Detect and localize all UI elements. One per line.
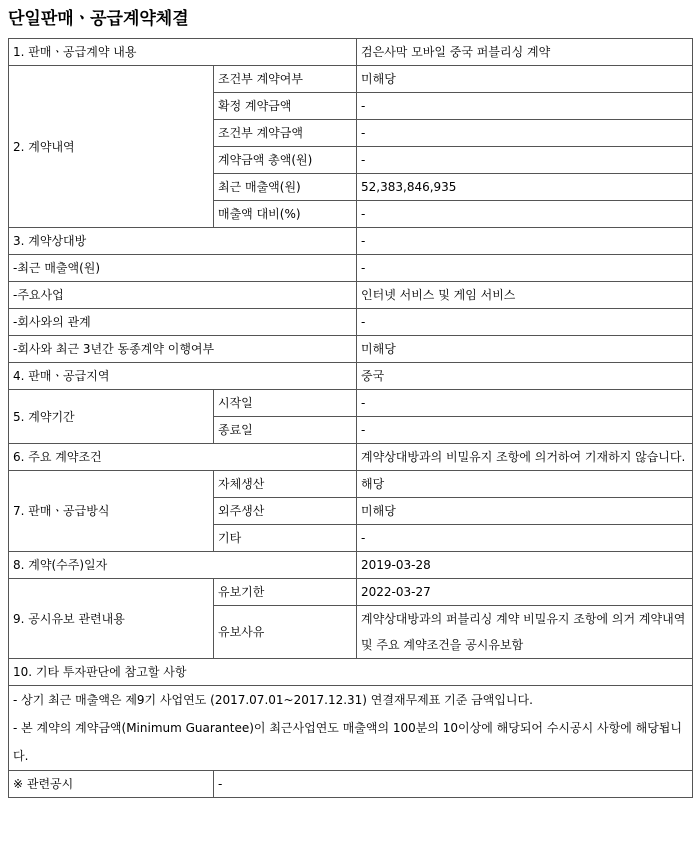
row-label: 6. 주요 계약조건 — [9, 444, 357, 471]
table-row — [9, 390, 693, 417]
row-value: - — [357, 201, 693, 228]
row-label: 1. 판매ㆍ공급계약 내용 — [9, 39, 357, 66]
row-value: - — [357, 93, 693, 120]
table-row — [9, 66, 693, 93]
sub-label: 계약금액 총액(원) — [214, 147, 357, 174]
table-row — [9, 309, 693, 336]
row-value: 미해당 — [357, 66, 693, 93]
row-value: - — [357, 255, 693, 282]
table-row — [9, 471, 693, 498]
notes-cell — [9, 686, 693, 771]
table-row — [9, 771, 693, 798]
row-label: -회사와 최근 3년간 동종계약 이행여부 — [9, 336, 357, 363]
table-row — [9, 228, 693, 255]
sub-label: 자체생산 — [214, 471, 357, 498]
row-label: -최근 매출액(원) — [9, 255, 357, 282]
row-value: 검은사막 모바일 중국 퍼블리싱 계약 — [357, 39, 693, 66]
sub-label: 외주생산 — [214, 498, 357, 525]
table-row — [9, 255, 693, 282]
table-row — [9, 363, 693, 390]
note-line: - 본 계약의 계약금액(Minimum Guarantee)이 최근사업연도 매출액의 100분의 10이상에 해당되어 수시공시 사항에 해당됩니다. — [13, 721, 682, 763]
row-value: 2022-03-27 — [357, 579, 693, 606]
sub-label: 종료일 — [214, 417, 357, 444]
row-value: 인터넷 서비스 및 게임 서비스 — [357, 282, 693, 309]
sub-label: 최근 매출액(원) — [214, 174, 357, 201]
row-value: - — [214, 771, 693, 798]
row-value: - — [357, 228, 693, 255]
table-row — [9, 552, 693, 579]
row-value: 52,383,846,935 — [357, 174, 693, 201]
row-value: 계약상대방과의 퍼블리싱 계약 비밀유지 조항에 의거 계약내역 및 주요 계약조건을 공시유보함 — [357, 606, 693, 659]
table-row — [9, 444, 693, 471]
sub-label: 조건부 계약금액 — [214, 120, 357, 147]
row-label: 4. 판매ㆍ공급지역 — [9, 363, 357, 390]
row-value: - — [357, 417, 693, 444]
table-row — [9, 39, 693, 66]
row-value: - — [357, 390, 693, 417]
row-label: 3. 계약상대방 — [9, 228, 357, 255]
page-title: 단일판매ㆍ공급계약체결 — [8, 9, 189, 29]
note-line: - 상기 최근 매출액은 제9기 사업연도 (2017.07.01~2017.12.31) 연결재무제표 기준 금액입니다. — [13, 693, 533, 707]
row-label: 7. 판매ㆍ공급방식 — [9, 471, 214, 552]
row-label: 2. 계약내역 — [9, 66, 214, 228]
sub-label: 유보기한 — [214, 579, 357, 606]
sub-label: 매출액 대비(%) — [214, 201, 357, 228]
row-value: 미해당 — [357, 336, 693, 363]
sub-label: 시작일 — [214, 390, 357, 417]
row-value: - — [357, 309, 693, 336]
row-label: ※ 관련공시 — [9, 771, 214, 798]
row-label: 8. 계약(수주)일자 — [9, 552, 357, 579]
row-value: 계약상대방과의 비밀유지 조항에 의거하여 기재하지 않습니다. — [357, 444, 693, 471]
row-value: - — [357, 120, 693, 147]
row-value: 미해당 — [357, 498, 693, 525]
sub-label: 유보사유 — [214, 606, 357, 659]
row-value: 해당 — [357, 471, 693, 498]
sub-label: 확정 계약금액 — [214, 93, 357, 120]
table-row — [9, 282, 693, 309]
disclosure-table — [8, 38, 693, 798]
row-label: 10. 기타 투자판단에 참고할 사항 — [9, 659, 693, 686]
row-value: 2019-03-28 — [357, 552, 693, 579]
row-value: 중국 — [357, 363, 693, 390]
table-row — [9, 659, 693, 686]
row-label: 5. 계약기간 — [9, 390, 214, 444]
row-label: -주요사업 — [9, 282, 357, 309]
sub-label: 기타 — [214, 525, 357, 552]
row-value: - — [357, 147, 693, 174]
table-row — [9, 579, 693, 606]
table-row — [9, 686, 693, 771]
row-label: -회사와의 관계 — [9, 309, 357, 336]
sub-label: 조건부 계약여부 — [214, 66, 357, 93]
row-value: - — [357, 525, 693, 552]
table-row — [9, 336, 693, 363]
row-label: 9. 공시유보 관련내용 — [9, 579, 214, 659]
